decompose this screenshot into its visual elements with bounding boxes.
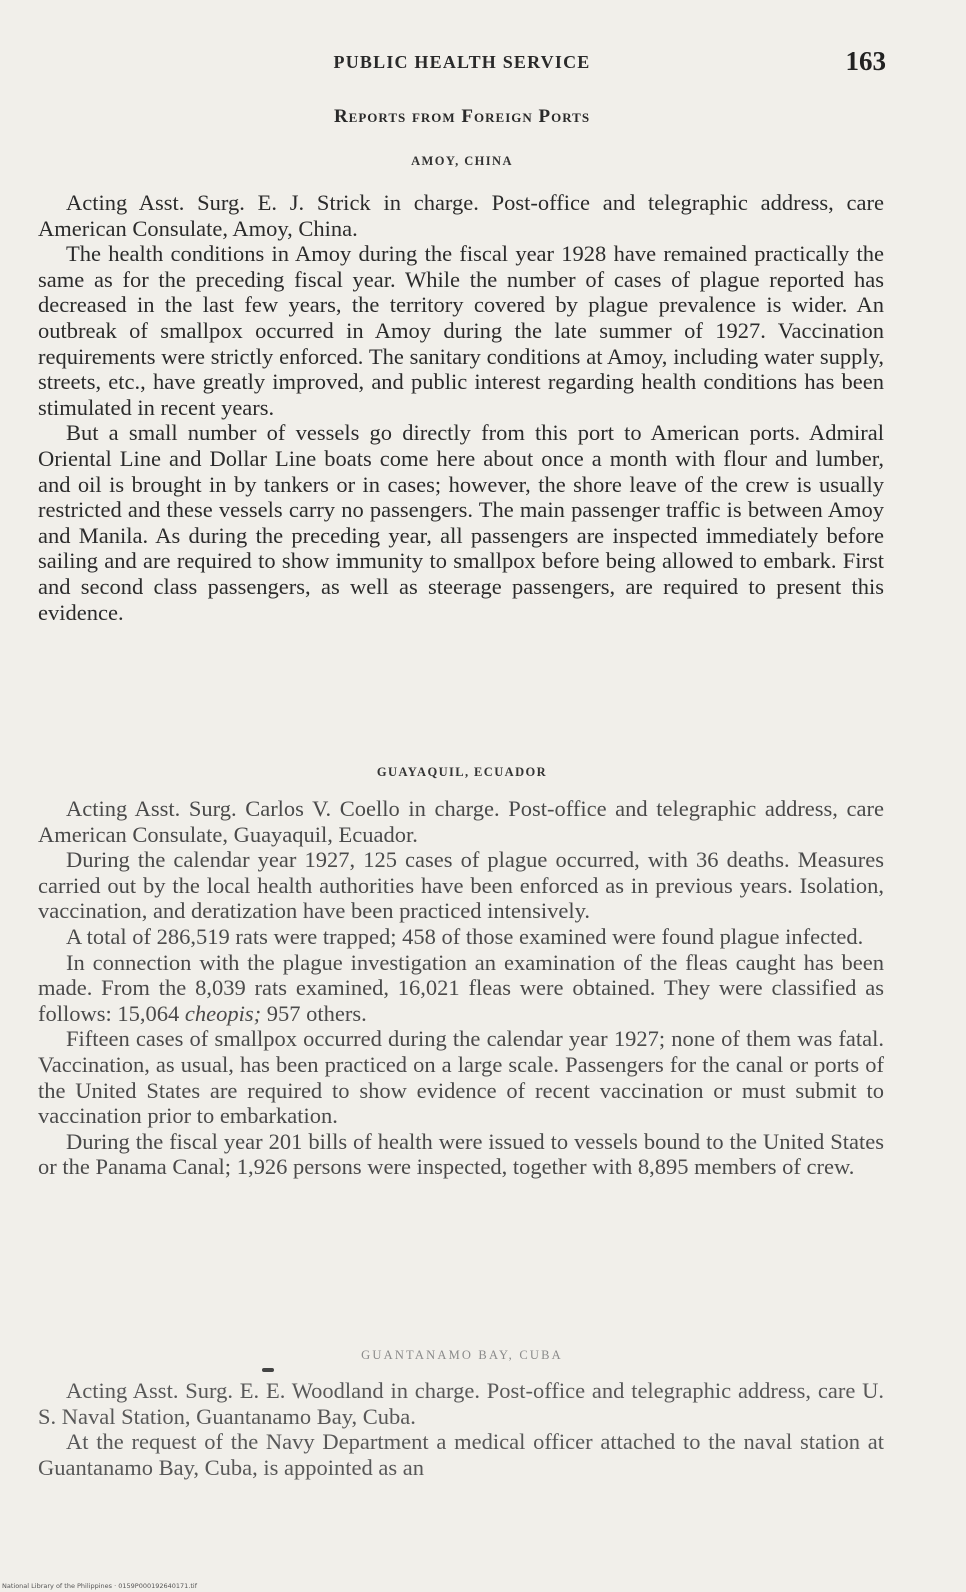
paragraph-text: 957 others.	[266, 1000, 367, 1026]
location-heading-guayaquil: GUAYAQUIL, ECUADOR	[376, 765, 548, 779]
paragraph: A total of 286,519 rats were trapped; 458 of those examined were found plague infected.	[66, 923, 864, 949]
ink-mark	[262, 1368, 274, 1372]
paragraph-text: In connection with the plague investigation an examination of the fleas caught has been made. From the 8,039 rats examined, 16,021 fleas were obtained. They were classified as follows: 15,064	[38, 949, 884, 1026]
section-title: Reports from Foreign Ports	[333, 106, 591, 127]
running-head	[38, 46, 886, 82]
location-heading-guantanamo: GUANTANAMO BAY, CUBA	[361, 1348, 563, 1362]
report-amoy	[38, 190, 884, 625]
report-guantanamo	[38, 1378, 884, 1480]
paragraph: Fifteen cases of smallpox occurred during the calendar year 1927; none of them was fatal. Vaccination, as usual, has been practiced on a large scale. Passengers for the canal or ports of the United States are required to show evidence of recent vaccination or must submit to vaccination prior to embarkation.	[38, 1026, 884, 1129]
paragraph: At the request of the Navy Department a medical officer attached to the naval station at Guantanamo Bay, Cuba, is appointed as an	[38, 1429, 884, 1480]
paragraph: The health conditions in Amoy during the fiscal year 1928 have remained practically the same as for the preceding fiscal year. While the number of cases of plague reported has decreased in the last few years, the territory covered by plague prevalence is wider. An outbreak of smallpox occurred in Amoy during the late summer of 1927. Vaccination requirements were strictly enforced. The sanitary conditions at Amoy, including water supply, streets, etc., have greatly improved, and public interest regarding health conditions has been stimulated in recent years.	[38, 241, 884, 420]
page-number: 163	[845, 46, 886, 76]
scan-credit: National Library of the Philippines · 0159P000192640171.tif	[2, 1582, 198, 1590]
report-guayaquil	[38, 796, 884, 1180]
paragraph: During the fiscal year 201 bills of health were issued to vessels bound to the United States or the Panama Canal; 1,926 persons were inspected, together with 8,895 members of crew.	[38, 1128, 884, 1180]
species-name: cheopis;	[184, 1000, 262, 1026]
paragraph: But a small number of vessels go directly from this port to American ports. Admiral Oriental Line and Dollar Line boats come here about once a month with flour and lumber, and oil is brought in by tankers or in cases; however, the shore leave of the crew is usually restricted and these vessels carry no passengers. The main passenger traffic is between Amoy and Manila. As during the preceding year, all passengers are inspected immediately before sailing and are required to show immunity to smallpox before being allowed to embark. First and second class passengers, as well as steerage passengers, are required to present this evidence.	[38, 420, 884, 625]
paragraph: Acting Asst. Surg. E. E. Woodland in charge. Post-office and telegraphic address, care U. S. Naval Station, Guantanamo Bay, Cuba.	[38, 1378, 884, 1429]
paragraph	[38, 950, 884, 1027]
paragraph: Acting Asst. Surg. E. J. Strick in charge. Post-office and telegraphic address, care American Consulate, Amoy, China.	[38, 190, 884, 241]
running-title: PUBLIC HEALTH SERVICE	[333, 52, 591, 72]
paragraph: Acting Asst. Surg. Carlos V. Coello in charge. Post-office and telegraphic address, care American Consulate, Guayaquil, Ecuador.	[38, 796, 884, 847]
location-heading-amoy: AMOY, CHINA	[411, 154, 513, 168]
paragraph: During the calendar year 1927, 125 cases of plague occurred, with 36 deaths. Measures carried out by the local health authorities have been enforced as in previous years. Isolation, vaccination, and deratization have been practiced intensively.	[38, 847, 884, 924]
